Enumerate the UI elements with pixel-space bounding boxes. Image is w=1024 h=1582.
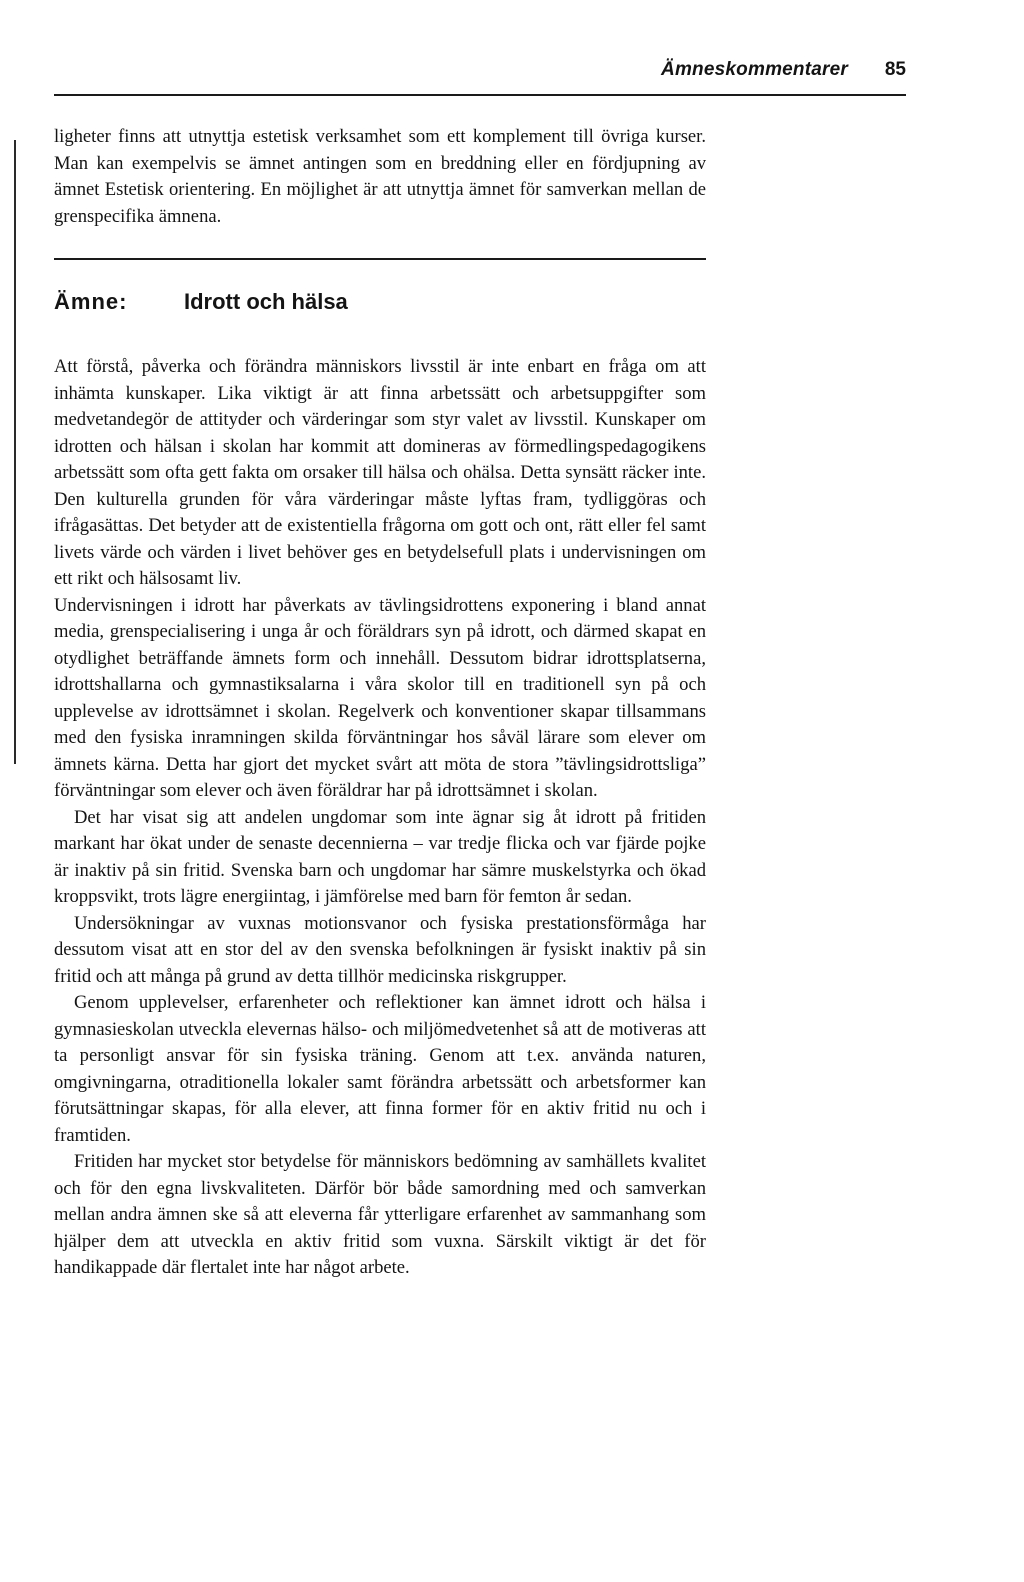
section-rule bbox=[54, 258, 706, 260]
body-text bbox=[54, 354, 706, 1282]
paragraph: Att förstå, påverka och förändra människors livsstil är inte enbart en fråga om att inhämta kunskaper. Lika viktigt är att finna arbetssätt och arbetsuppgifter som medvetandegör de attityder och värderingar som styr valet av livsstil. Kunskaper om idrotten och hälsan i skolan har kommit att domineras av förmedlingspedagogikens arbetssätt som ofta gett fakta om orsaker till hälsa och ohälsa. Detta synsätt räcker inte. Den kulturella grunden för våra värderingar måste lyftas fram, tydliggöras och ifrågasättas. Det betyder att de existentiella frågorna om gott och ont, rätt eller fel samt livets värde och värden i livet behöver ges en betydelsefull plats i undervisningen om ett rikt och hälsosamt liv. bbox=[54, 356, 706, 589]
subject-heading bbox=[54, 284, 706, 320]
subject-label: Ämne: bbox=[54, 289, 128, 314]
paragraph: Det har visat sig att andelen ungdomar som inte ägnar sig åt idrott på fritiden markant har ökat under de senaste decennierna – var tredje flicka och var fjärde pojke är inaktiv på sin fritid. Svenska barn och ungdomar har sämre muskelstyrka och ökad kroppsvikt, trots lägre energiintag, i jämförelse med barn för femton år sedan. bbox=[54, 806, 706, 907]
header-rule bbox=[54, 94, 906, 96]
paragraph: Fritiden har mycket stor betydelse för människors bedömning av samhällets kvalitet och för den egna livskvaliteten. Därför bör både samordning med och samverkan mellan andra ämnen ske så att eleverna får ytterligare erfarenhet av sammanhang som hjälper dem att utveckla en aktiv fritid som vuxna. Särskilt viktigt är det för handikappade där flertalet inte har något arbete. bbox=[54, 1151, 706, 1278]
running-header bbox=[54, 56, 906, 84]
subject-name: Idrott och hälsa bbox=[184, 289, 348, 314]
running-title: Ämneskommentarer bbox=[661, 59, 848, 80]
paragraph: ligheter finns att utnyttja estetisk verksamhet som ett komplement till övriga kurser. Man kan exempelvis se ämnet antingen som en breddning eller en fördjupning av ämnet Estetisk orientering. En möjlighet är att utnyttja ämnet för samverkan mellan de grenspecifika ämnena. bbox=[54, 126, 706, 227]
intro-paragraph bbox=[54, 124, 706, 230]
paragraph: Undervisningen i idrott har påverkats av tävlingsidrottens exponering i bland annat media, grenspecialisering i unga år och föräldrars syn på idrott, och därmed skapat en otydlighet beträffande ämnets form och innehåll. Dessutom bidrar idrottsplatserna, idrottshallarna och gymnastiksalarna i våra skolor till en traditionell syn på och upplevelse av idrottsämnet i skolan. Regelverk och konventioner skapar tillsammans med den fysiska inramningen skilda förväntningar hos såväl lärare som elever om ämnets kärna. Detta har gjort det mycket svårt att möta de stora ”tävlingsidrottsliga” förväntningar som elever och även föräldrar har på idrottsämnet i skolan. bbox=[54, 594, 706, 801]
margin-change-bar bbox=[14, 140, 16, 764]
page-number: 85 bbox=[884, 59, 906, 80]
paragraph: Undersökningar av vuxnas motionsvanor och fysiska prestationsförmåga har dessutom visat att en stor del av den svenska befolkningen är fysiskt inaktiv på sin fritid och att många på grund av detta tillhör medicinska riskgrupper. bbox=[54, 912, 706, 987]
paragraph: Genom upplevelser, erfarenheter och reflektioner kan ämnet idrott och hälsa i gymnasieskolan utveckla elevernas hälso- och miljömedvetenhet så att de motiveras att ta personligt ansvar för sin fysiska träning. Genom att t.ex. använda naturen, omgivningarna, otraditionella lokaler samt förändra arbetssätt och arbetsformer kan förutsättningar skapas, för alla elever, att finna former för en aktiv fritid nu och i framtiden. bbox=[54, 992, 706, 1146]
